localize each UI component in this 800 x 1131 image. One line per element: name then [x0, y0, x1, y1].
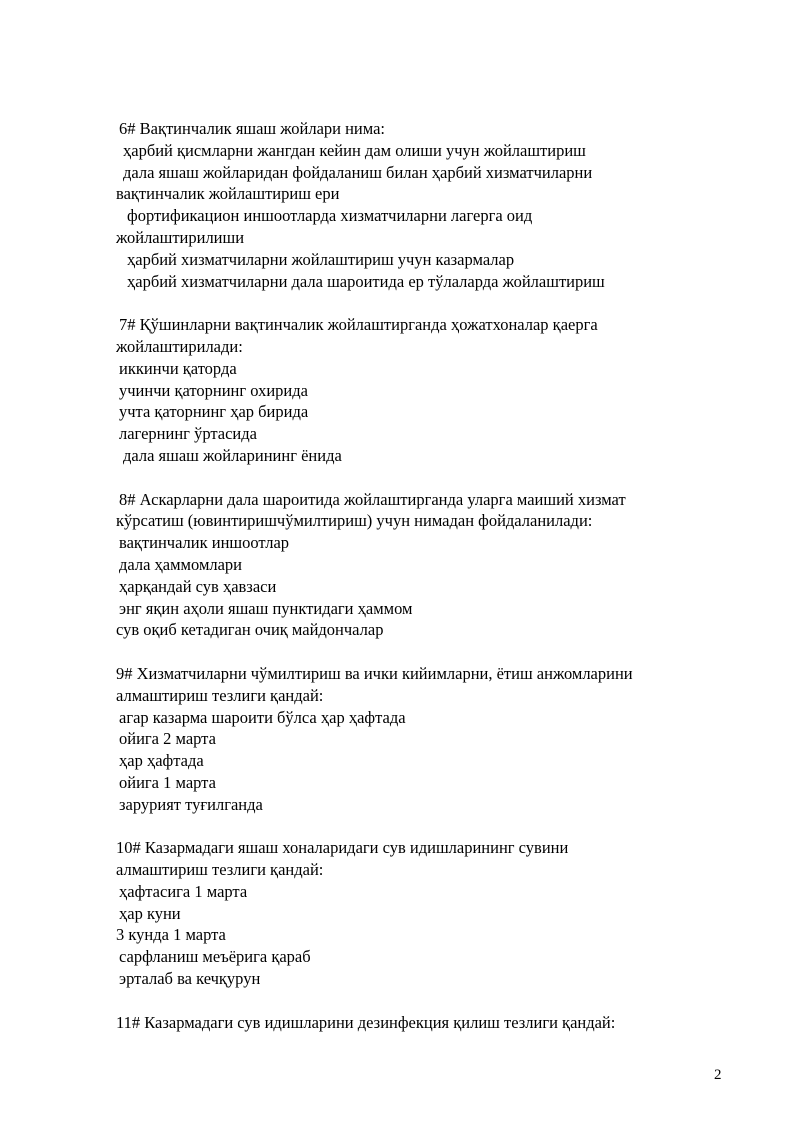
question-10-title: 10# Казармадаги яшаш хоналаридаги сув идишларининг сувини	[116, 838, 569, 858]
paragraph-gap	[0, 990, 800, 1012]
question-10-option-2: ҳар куни	[119, 903, 181, 923]
question-8-title-cont: кўрсатиш (ювинтиришчўмилтириш) учун нимадан фойдаланилади:	[116, 511, 593, 531]
question-9-option-5: зарурият туғилганда	[119, 794, 263, 814]
question-6-option-1: ҳарбий қисмларни жангдан кейин дам олиши учун жойлаштириш	[123, 140, 586, 160]
question-8-option-1: вақтинчалик иншоотлар	[119, 533, 290, 553]
question-10-option-4: сарфланиш меъёрига қараб	[119, 947, 311, 967]
question-8-option-4: энг яқин аҳоли яшаш пунктидаги ҳаммом	[119, 598, 413, 618]
paragraph-gap	[0, 467, 800, 489]
question-7-title-cont: жойлаштирилади:	[116, 336, 243, 356]
question-6-option-3-cont: жойлаштирилиши	[116, 227, 245, 247]
question-7-title: 7# Қўшинларни вақтинчалик жойлаштирганда ҳожатхоналар қаерга	[119, 315, 598, 335]
question-7-option-2: учинчи қаторнинг охирида	[119, 380, 308, 400]
question-10-title-cont: алмаштириш тезлиги қандай:	[116, 860, 324, 880]
question-6-option-4: ҳарбий хизматчиларни жойлаштириш учун казармалар	[127, 249, 515, 269]
page-content	[0, 118, 800, 1033]
question-7-option-4: лагернинг ўртасида	[119, 424, 257, 444]
question-7-option-3: учта қаторнинг ҳар бирида	[119, 402, 309, 422]
question-8-option-5: сув оқиб кетадиган очиқ майдончалар	[116, 620, 384, 640]
question-7-option-1: иккинчи қаторда	[119, 358, 237, 378]
question-6-option-2: дала яшаш жойларидан фойдаланиш билан ҳарбий хизматчиларни	[123, 162, 593, 182]
question-9-title: 9# Хизматчиларни чўмилтириш ва ички кийимларни, ётиш анжомларини	[116, 663, 633, 683]
question-6-title: 6# Вақтинчалик яшаш жойлари нима:	[119, 119, 385, 138]
question-10-option-3: 3 кунда 1 марта	[116, 925, 226, 945]
question-6-option-5: ҳарбий хизматчиларни дала шароитида ер тўлаларда жойлаштириш	[127, 271, 605, 291]
paragraph-gap	[0, 641, 800, 663]
question-11-title: 11# Казармадаги сув идишларини дезинфекция қилиш тезлиги қандай:	[116, 1012, 616, 1032]
question-9-option-3: ҳар ҳафтада	[119, 751, 204, 771]
paragraph-gap	[0, 292, 800, 314]
question-8-title: 8# Аскарларни дала шароитида жойлаштирганда уларга маиший хизмат	[119, 489, 626, 509]
question-10-option-5: эрталаб ва кечқурун	[119, 969, 261, 989]
question-9-option-2: ойига 2 марта	[119, 729, 216, 749]
question-9-title-cont: алмаштириш тезлиги қандай:	[116, 685, 324, 705]
paragraph-gap	[0, 816, 800, 838]
question-7-option-5: дала яшаш жойларининг ёнида	[123, 445, 342, 465]
question-8-option-3: ҳарқандай сув ҳавзаси	[119, 576, 277, 596]
question-6-option-3: фортификацион иншоотларда хизматчиларни лагерга оид	[127, 206, 533, 226]
question-9-option-1: агар казарма шароити бўлса ҳар ҳафтада	[119, 707, 406, 727]
question-8-option-2: дала ҳаммомлари	[119, 554, 243, 574]
question-6-option-2-cont: вақтинчалик жойлаштириш ери	[116, 184, 340, 204]
page-number: 2	[714, 1067, 722, 1083]
question-9-option-4: ойига 1 марта	[119, 772, 216, 792]
question-10-option-1: ҳафтасига 1 марта	[119, 881, 248, 901]
